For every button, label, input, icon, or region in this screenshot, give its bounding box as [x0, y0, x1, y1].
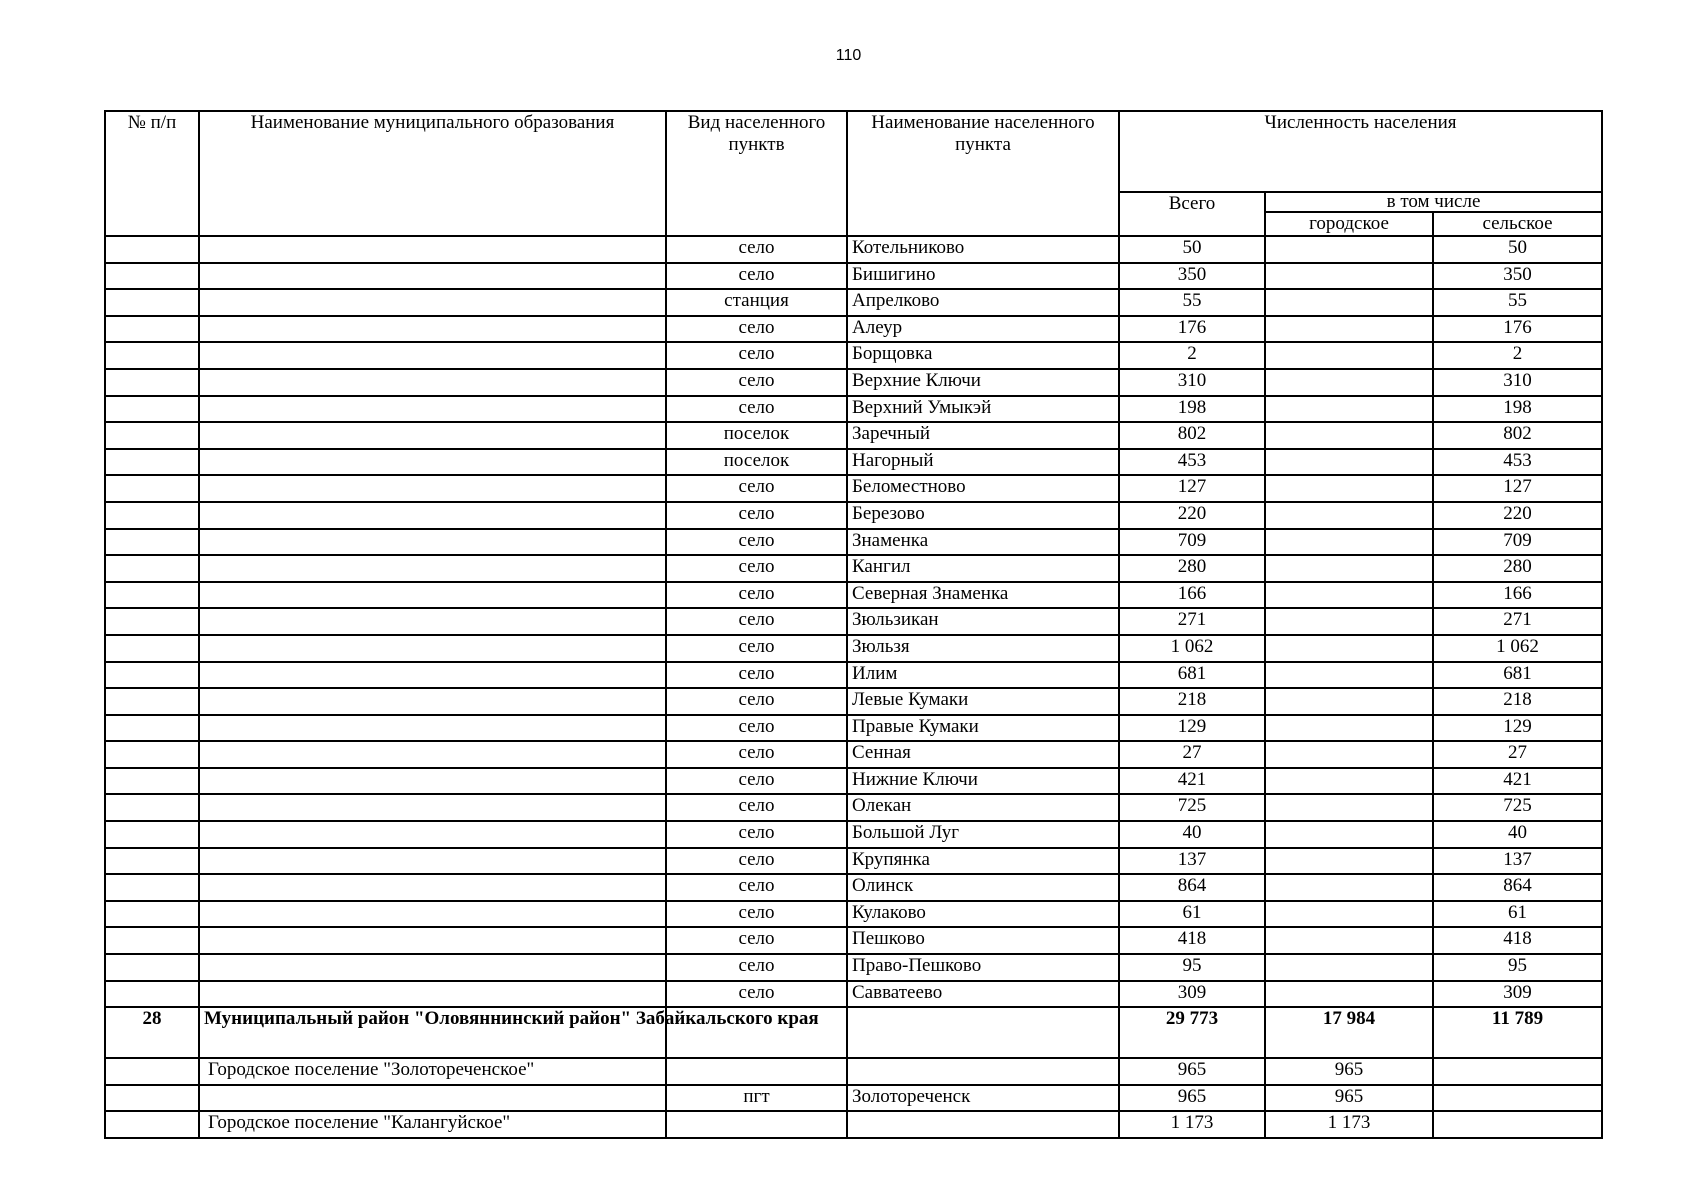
population-total: 965 — [1119, 1058, 1265, 1085]
population-total: 309 — [1119, 981, 1265, 1008]
settlement-name: Зюльзикан — [847, 608, 1119, 635]
population-rural: 421 — [1433, 768, 1602, 795]
settlement-type: село — [666, 688, 847, 715]
table-row — [105, 263, 1602, 290]
settlement-name: Сенная — [847, 741, 1119, 768]
row-number — [105, 874, 199, 901]
municipality-name — [199, 741, 666, 768]
population-urban — [1265, 369, 1433, 396]
settlement-type: село — [666, 662, 847, 689]
municipality-name — [199, 555, 666, 582]
municipality-name — [199, 927, 666, 954]
settlement-name: Кангил — [847, 555, 1119, 582]
settlement-type — [666, 1058, 847, 1085]
population-total: 129 — [1119, 715, 1265, 742]
row-number — [105, 236, 199, 263]
table-row — [105, 529, 1602, 556]
settlement-type: село — [666, 848, 847, 875]
municipality-name — [199, 981, 666, 1008]
settlement-name — [847, 1111, 1119, 1138]
table-row — [105, 794, 1602, 821]
table-row — [105, 608, 1602, 635]
population-total: 418 — [1119, 927, 1265, 954]
population-rural — [1433, 1111, 1602, 1138]
table-row — [105, 715, 1602, 742]
population-total: 137 — [1119, 848, 1265, 875]
header-settlement-type: Вид населенного пунктв — [666, 111, 847, 236]
table-row — [105, 635, 1602, 662]
settlement-name: Левые Кумаки — [847, 688, 1119, 715]
row-number — [105, 263, 199, 290]
row-number — [105, 555, 199, 582]
settlement-type: село — [666, 954, 847, 981]
settlement-type: село — [666, 316, 847, 343]
settlement-name: Крупянка — [847, 848, 1119, 875]
population-rural: 1 062 — [1433, 635, 1602, 662]
settlement-type: село — [666, 236, 847, 263]
row-number — [105, 608, 199, 635]
population-total: 29 773 — [1119, 1007, 1265, 1058]
settlement-name — [847, 1058, 1119, 1085]
municipality-name — [199, 662, 666, 689]
settlement-name — [847, 1007, 1119, 1058]
row-number — [105, 475, 199, 502]
population-total: 421 — [1119, 768, 1265, 795]
settlement-type: село — [666, 901, 847, 928]
settlement-name: Илим — [847, 662, 1119, 689]
header-mo-name: Наименование муниципального образования — [199, 111, 666, 236]
municipality-name — [199, 236, 666, 263]
settlement-type: пгт — [666, 1085, 847, 1112]
population-urban — [1265, 715, 1433, 742]
municipality-name — [199, 289, 666, 316]
row-number — [105, 981, 199, 1008]
header-population: Численность населения — [1119, 111, 1602, 192]
population-rural: 681 — [1433, 662, 1602, 689]
table-row — [105, 316, 1602, 343]
settlement-name: Олекан — [847, 794, 1119, 821]
header-including: в том числе — [1265, 192, 1602, 212]
row-number — [105, 289, 199, 316]
table-row — [105, 688, 1602, 715]
municipality-name — [199, 582, 666, 609]
table-row — [105, 1058, 1602, 1085]
row-number — [105, 316, 199, 343]
settlement-type: село — [666, 502, 847, 529]
settlement-type: село — [666, 635, 847, 662]
table-row — [105, 1007, 1602, 1058]
settlement-name: Алеур — [847, 316, 1119, 343]
population-total: 350 — [1119, 263, 1265, 290]
header-num: № п/п — [105, 111, 199, 236]
population-urban: 17 984 — [1265, 1007, 1433, 1058]
population-urban — [1265, 635, 1433, 662]
population-rural: 11 789 — [1433, 1007, 1602, 1058]
municipality-name — [199, 1085, 666, 1112]
population-total: 280 — [1119, 555, 1265, 582]
municipality-name — [199, 715, 666, 742]
table-row — [105, 449, 1602, 476]
population-total: 198 — [1119, 396, 1265, 423]
row-number — [105, 369, 199, 396]
table-row — [105, 927, 1602, 954]
settlement-type: село — [666, 396, 847, 423]
population-rural — [1433, 1058, 1602, 1085]
population-table — [104, 110, 1603, 1139]
population-total: 965 — [1119, 1085, 1265, 1112]
settlement-type: станция — [666, 289, 847, 316]
table-row — [105, 236, 1602, 263]
row-number — [105, 901, 199, 928]
settlement-type: село — [666, 794, 847, 821]
settlement-type: село — [666, 768, 847, 795]
row-number — [105, 768, 199, 795]
municipality-name — [199, 396, 666, 423]
population-rural: 725 — [1433, 794, 1602, 821]
population-total: 709 — [1119, 529, 1265, 556]
municipality-name — [199, 422, 666, 449]
population-total: 271 — [1119, 608, 1265, 635]
row-number — [105, 1058, 199, 1085]
row-number — [105, 635, 199, 662]
row-number — [105, 954, 199, 981]
table-body — [105, 236, 1602, 1138]
population-total: 453 — [1119, 449, 1265, 476]
population-total: 27 — [1119, 741, 1265, 768]
settlement-name: Зюльзя — [847, 635, 1119, 662]
population-urban — [1265, 236, 1433, 263]
header-rural: сельское — [1433, 212, 1602, 236]
table-row — [105, 954, 1602, 981]
settlement-name: Верхние Ключи — [847, 369, 1119, 396]
table-row — [105, 874, 1602, 901]
population-total: 218 — [1119, 688, 1265, 715]
municipality-name — [199, 342, 666, 369]
population-rural: 418 — [1433, 927, 1602, 954]
table-row — [105, 662, 1602, 689]
table-row — [105, 901, 1602, 928]
municipality-name — [199, 369, 666, 396]
population-rural: 864 — [1433, 874, 1602, 901]
settlement-name: Заречный — [847, 422, 1119, 449]
population-total: 1 062 — [1119, 635, 1265, 662]
settlement-type: село — [666, 715, 847, 742]
settlement-type: село — [666, 342, 847, 369]
row-number — [105, 1085, 199, 1112]
municipality-name: Городское поселение "Калангуйское" — [199, 1111, 666, 1138]
municipality-name — [199, 848, 666, 875]
table-header — [105, 111, 1602, 236]
population-rural: 166 — [1433, 582, 1602, 609]
settlement-name: Большой Луг — [847, 821, 1119, 848]
row-number — [105, 662, 199, 689]
settlement-type: село — [666, 529, 847, 556]
population-urban — [1265, 768, 1433, 795]
municipality-name — [199, 608, 666, 635]
settlement-name: Олинск — [847, 874, 1119, 901]
settlement-type: село — [666, 821, 847, 848]
table-row — [105, 741, 1602, 768]
row-number — [105, 848, 199, 875]
population-urban: 965 — [1265, 1085, 1433, 1112]
population-urban — [1265, 688, 1433, 715]
table-row — [105, 289, 1602, 316]
settlement-name: Знаменка — [847, 529, 1119, 556]
population-total: 802 — [1119, 422, 1265, 449]
population-total: 166 — [1119, 582, 1265, 609]
municipality-name — [199, 475, 666, 502]
population-rural: 176 — [1433, 316, 1602, 343]
municipality-name — [199, 316, 666, 343]
population-rural: 27 — [1433, 741, 1602, 768]
population-rural: 709 — [1433, 529, 1602, 556]
table-row — [105, 981, 1602, 1008]
settlement-name: Нижние Ключи — [847, 768, 1119, 795]
population-rural: 350 — [1433, 263, 1602, 290]
header-total: Всего — [1119, 192, 1265, 236]
municipality-name — [199, 954, 666, 981]
population-total: 40 — [1119, 821, 1265, 848]
table-row — [105, 475, 1602, 502]
municipality-name — [199, 688, 666, 715]
row-number — [105, 794, 199, 821]
municipality-name — [199, 901, 666, 928]
municipality-name — [199, 794, 666, 821]
settlement-type: село — [666, 369, 847, 396]
population-total: 55 — [1119, 289, 1265, 316]
population-rural: 95 — [1433, 954, 1602, 981]
population-total: 864 — [1119, 874, 1265, 901]
population-rural: 218 — [1433, 688, 1602, 715]
population-urban — [1265, 821, 1433, 848]
table-row — [105, 768, 1602, 795]
population-total: 725 — [1119, 794, 1265, 821]
population-urban — [1265, 874, 1433, 901]
table-row — [105, 1085, 1602, 1112]
table-row — [105, 1111, 1602, 1138]
municipality-name — [199, 635, 666, 662]
population-total: 310 — [1119, 369, 1265, 396]
population-rural: 61 — [1433, 901, 1602, 928]
settlement-name: Пешково — [847, 927, 1119, 954]
population-urban — [1265, 289, 1433, 316]
population-rural: 802 — [1433, 422, 1602, 449]
table-row — [105, 848, 1602, 875]
settlement-name: Бишигино — [847, 263, 1119, 290]
population-rural: 127 — [1433, 475, 1602, 502]
population-urban — [1265, 555, 1433, 582]
population-rural: 280 — [1433, 555, 1602, 582]
population-total: 50 — [1119, 236, 1265, 263]
municipality-name — [199, 449, 666, 476]
settlement-type: село — [666, 263, 847, 290]
settlement-type: поселок — [666, 422, 847, 449]
population-rural: 309 — [1433, 981, 1602, 1008]
row-number: 28 — [105, 1007, 199, 1058]
settlement-name: Апрелково — [847, 289, 1119, 316]
population-rural: 220 — [1433, 502, 1602, 529]
population-rural: 453 — [1433, 449, 1602, 476]
settlement-type: село — [666, 874, 847, 901]
settlement-type — [666, 1111, 847, 1138]
population-urban — [1265, 662, 1433, 689]
population-urban — [1265, 342, 1433, 369]
table-row — [105, 502, 1602, 529]
population-urban — [1265, 848, 1433, 875]
population-urban — [1265, 582, 1433, 609]
settlement-name: Беломестново — [847, 475, 1119, 502]
population-urban — [1265, 449, 1433, 476]
row-number — [105, 715, 199, 742]
population-urban — [1265, 741, 1433, 768]
municipality-name — [199, 529, 666, 556]
settlement-type: село — [666, 927, 847, 954]
settlement-name: Верхний Умыкэй — [847, 396, 1119, 423]
row-number — [105, 927, 199, 954]
population-urban — [1265, 954, 1433, 981]
row-number — [105, 502, 199, 529]
population-urban: 1 173 — [1265, 1111, 1433, 1138]
row-number — [105, 342, 199, 369]
municipality-name — [199, 874, 666, 901]
row-number — [105, 582, 199, 609]
population-total: 176 — [1119, 316, 1265, 343]
population-urban — [1265, 475, 1433, 502]
municipality-name: Городское поселение "Золотореченское" — [199, 1058, 666, 1085]
settlement-name: Северная Знаменка — [847, 582, 1119, 609]
settlement-name: Золотореченск — [847, 1085, 1119, 1112]
settlement-type: село — [666, 582, 847, 609]
settlement-type: село — [666, 555, 847, 582]
population-urban — [1265, 901, 1433, 928]
settlement-type: село — [666, 981, 847, 1008]
population-rural: 271 — [1433, 608, 1602, 635]
municipality-name — [199, 768, 666, 795]
population-urban — [1265, 422, 1433, 449]
settlement-type: село — [666, 741, 847, 768]
municipality-name — [199, 502, 666, 529]
row-number — [105, 396, 199, 423]
table-row — [105, 369, 1602, 396]
settlement-name: Право-Пешково — [847, 954, 1119, 981]
population-rural: 2 — [1433, 342, 1602, 369]
population-urban — [1265, 794, 1433, 821]
population-urban — [1265, 396, 1433, 423]
population-urban — [1265, 981, 1433, 1008]
population-urban: 965 — [1265, 1058, 1433, 1085]
settlement-name: Савватеево — [847, 981, 1119, 1008]
page-number: 110 — [835, 47, 862, 64]
population-total: 95 — [1119, 954, 1265, 981]
population-urban — [1265, 502, 1433, 529]
municipality-name — [199, 821, 666, 848]
population-rural: 310 — [1433, 369, 1602, 396]
population-rural: 40 — [1433, 821, 1602, 848]
settlement-type: село — [666, 475, 847, 502]
municipality-name — [199, 263, 666, 290]
population-total: 220 — [1119, 502, 1265, 529]
table-row — [105, 821, 1602, 848]
population-urban — [1265, 529, 1433, 556]
population-rural: 198 — [1433, 396, 1602, 423]
table-row — [105, 582, 1602, 609]
population-urban — [1265, 608, 1433, 635]
row-number — [105, 529, 199, 556]
settlement-name: Березово — [847, 502, 1119, 529]
settlement-name: Нагорный — [847, 449, 1119, 476]
population-rural: 55 — [1433, 289, 1602, 316]
settlement-name: Кулаково — [847, 901, 1119, 928]
population-urban — [1265, 316, 1433, 343]
population-rural: 50 — [1433, 236, 1602, 263]
population-rural: 137 — [1433, 848, 1602, 875]
settlement-name: Правые Кумаки — [847, 715, 1119, 742]
population-total: 2 — [1119, 342, 1265, 369]
settlement-name: Борщовка — [847, 342, 1119, 369]
row-number — [105, 1111, 199, 1138]
settlement-type: поселок — [666, 449, 847, 476]
population-rural: 129 — [1433, 715, 1602, 742]
population-total: 681 — [1119, 662, 1265, 689]
municipality-name: Муниципальный район "Оловяннинский район" Забайкальского края — [199, 1007, 666, 1058]
header-urban: городское — [1265, 212, 1433, 236]
row-number — [105, 422, 199, 449]
header-settlement-name: Наименование населенного пункта — [847, 111, 1119, 236]
row-number — [105, 741, 199, 768]
row-number — [105, 688, 199, 715]
population-total: 61 — [1119, 901, 1265, 928]
table-row — [105, 396, 1602, 423]
table-row — [105, 342, 1602, 369]
population-rural — [1433, 1085, 1602, 1112]
population-urban — [1265, 927, 1433, 954]
table-row — [105, 422, 1602, 449]
population-urban — [1265, 263, 1433, 290]
settlement-name: Котельниково — [847, 236, 1119, 263]
settlement-type: село — [666, 608, 847, 635]
row-number — [105, 449, 199, 476]
population-total: 127 — [1119, 475, 1265, 502]
table-row — [105, 555, 1602, 582]
row-number — [105, 821, 199, 848]
population-total: 1 173 — [1119, 1111, 1265, 1138]
